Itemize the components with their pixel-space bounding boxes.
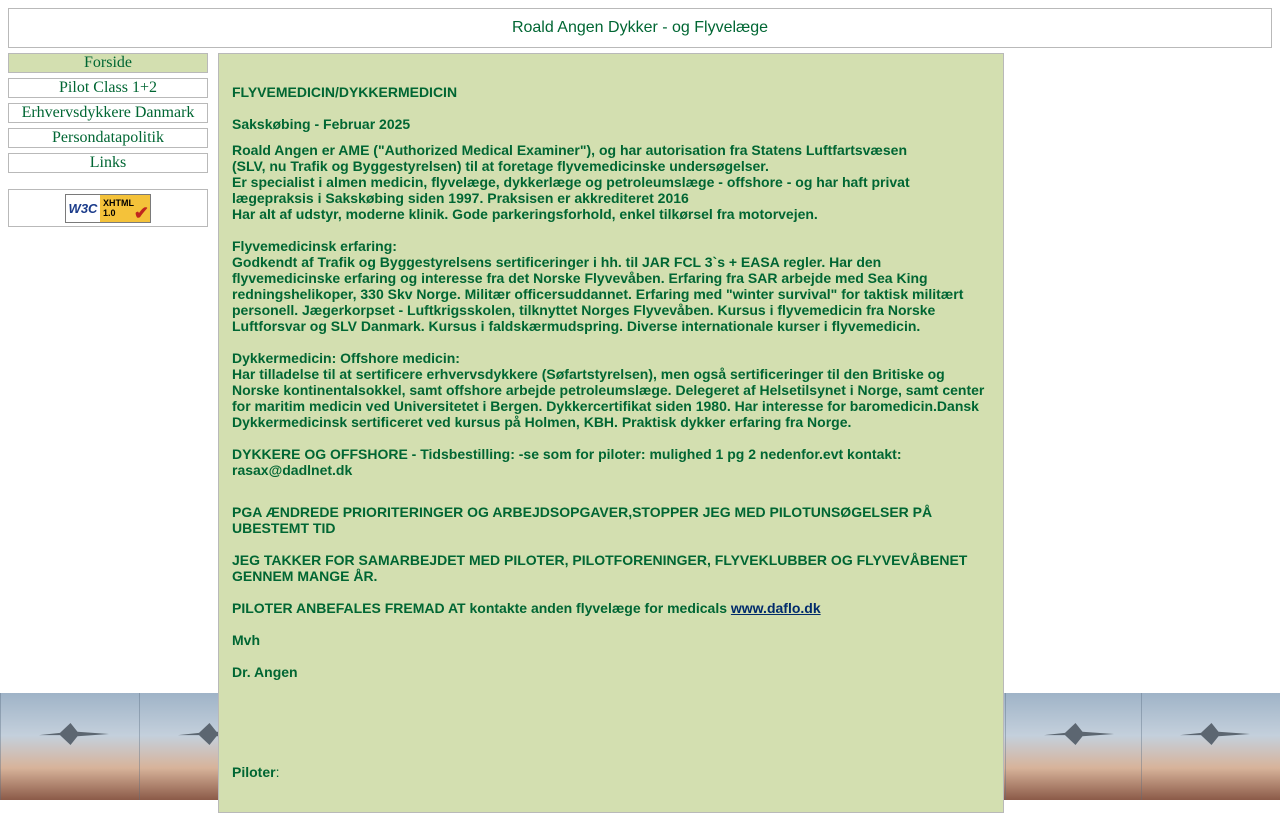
site-header <box>8 8 1272 48</box>
checkmark-icon: ✔ <box>133 202 149 223</box>
site-title: Roald Angen Dykker - og Flyvelæge <box>511 19 769 36</box>
notice-stop: PGA ÆNDREDE PRIORITERINGER OG ARBEJDSOPGAVER,STOPPER JEG MED PILOTUNSØGELSER PÅ UBESTEMT TID <box>232 504 933 536</box>
location-date: Sakskøbing - Februar 2025 <box>232 116 411 132</box>
nav-item-links[interactable]: Links <box>8 153 208 173</box>
diving-title: Dykkermedicin: Offshore medicin: <box>232 350 460 366</box>
pilots-heading: Piloter: <box>232 764 280 780</box>
nav-item-pilot-class[interactable]: Pilot Class 1+2 <box>8 78 208 98</box>
diving-section: Dykkermedicin: Offshore medicin: Har tilladelse til at sertificere erhvervsdykkere (Søfartstyrelsen), men også sertificeringer til den Britiske og Norske kontinentalsokkel, samt offshore arbejde petroleumslæge. Delegeret af Helsetilsynet i Norge, samt center for maritim medicin ved Universitetet i Bergen. Dykkercertifikat siden 1980. Har interesse for baromedicin.Dansk Dykkermedicinsk sertificeret ved kursus på Holmen, KBH. Praktisk dykker erfaring fra Norge. <box>232 350 990 430</box>
daflo-link[interactable]: www.daflo.dk <box>730 600 821 616</box>
w3c-xhtml-badge-icon[interactable] <box>65 194 151 223</box>
aviation-section: Flyvemedicinsk erfaring: Godkendt af Trafik og Byggestyrelsens sertificeringer i hh. til JAR FCL 3`s + EASA regler. Har den flyvemedicinske erfaring og interesse fra det Norske Flyvevåben. Erfaring fra SAR arbejde med Sea King redningshelikoper, 330 Skv Norge. Militær officersuddannet. Erfaring med "winter survival" for taktisk militært personell. Jægerkorpset - Luftkrigsskolen, tilknyttet Norges Flyvevåben. Kursus i flyvemedicin fra Norske Luftforsvar og SLV Danmark. Kursus i faldskærmudspring. Diverse internationale kurser i flyvemedicin. <box>232 238 990 334</box>
jet-icon <box>39 723 109 745</box>
nav-item-persondatapolitik[interactable]: Persondatapolitik <box>8 128 208 148</box>
sidebar-nav <box>8 53 208 178</box>
recommendation: PILOTER ANBEFALES FREMAD AT kontakte anden flyvelæge for medicals www.daflo.dk <box>232 600 821 616</box>
xhtml-version: 1.0 <box>103 208 116 218</box>
jet-icon <box>1180 723 1250 745</box>
validator-badge-box <box>8 189 208 227</box>
nav-item-forside[interactable]: Forside <box>8 53 208 73</box>
aviation-title: Flyvemedicinsk erfaring: <box>232 238 397 254</box>
signature: Dr. Angen <box>232 664 298 680</box>
main-content <box>218 53 1004 813</box>
signoff: Mvh <box>232 632 260 648</box>
xhtml-text: XHTML <box>103 198 134 208</box>
w3c-logo-text: W3C <box>68 200 98 216</box>
nav-item-erhvervsdykkere[interactable]: Erhvervsdykkere Danmark <box>8 103 208 123</box>
notice-thanks: JEG TAKKER FOR SAMARBEJDET MED PILOTER, PILOTFORENINGER, FLYVEKLUBBER OG FLYVEVÅBENET GENNEM MANGE ÅR. <box>232 552 968 584</box>
page-heading: FLYVEMEDICIN/DYKKERMEDICIN <box>232 84 458 100</box>
booking-info: DYKKERE OG OFFSHORE - Tidsbestilling: -se som for piloter: mulighed 1 pg 2 nedenfor.evt kontakt: rasax@dadlnet.dk <box>232 446 902 478</box>
intro-paragraph: Roald Angen er AME ("Authorized Medical Examiner"), og har autorisation fra Statens Luftfartsvæsen (SLV, nu Trafik og Byggestyrelsen) til at foretage flyvemedicinske undersøgelser. Er specialist i almen medicin, flyvelæge, dykkerlæge og petroleumslæge - offshore - og har haft privat lægepraksis i Sakskøbing siden 1997. Praksisen er akkrediteret 2016 Har alt af udstyr, moderne klinik. Gode parkeringsforhold, enkel tilkørsel fra motorvejen. <box>232 142 910 222</box>
jet-icon <box>1044 723 1114 745</box>
